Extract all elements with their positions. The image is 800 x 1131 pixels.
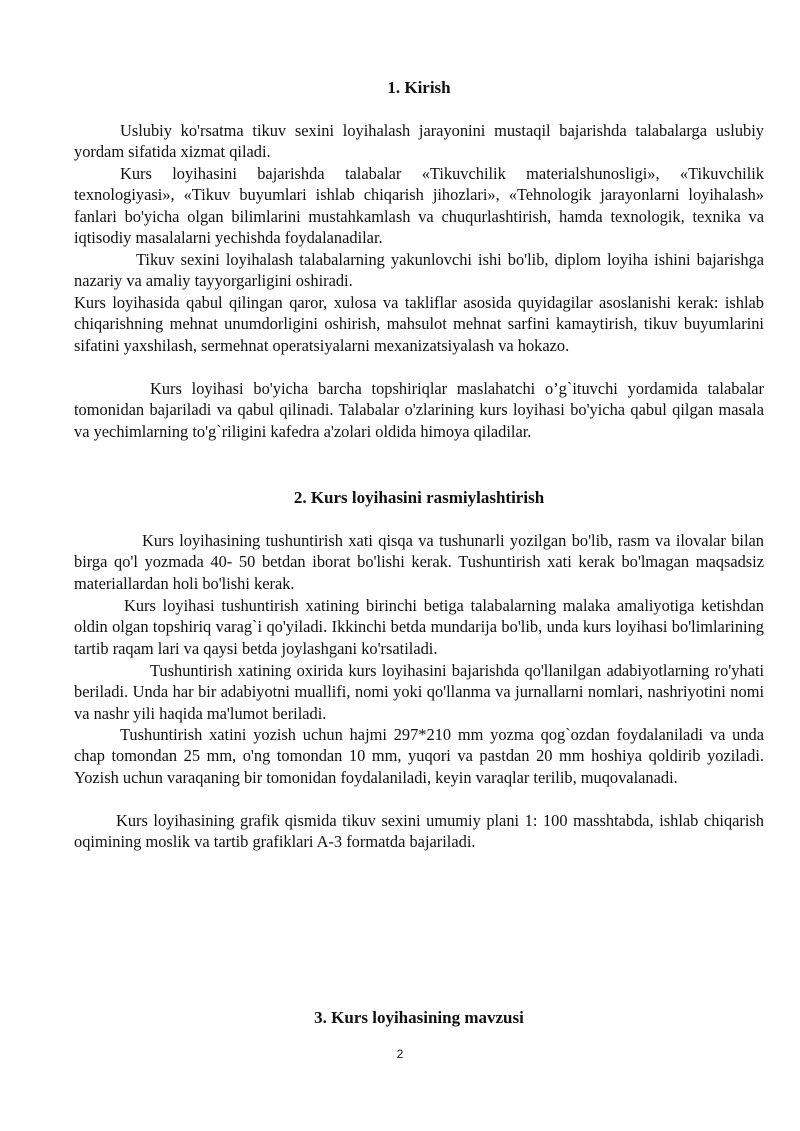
section-2-paragraph-2: Kurs loyihasi tushuntirish xatining birinchi betiga talabalarning malaka amaliyotiga ketishdan oldin olgan topshiriq varag`i qo'yiladi. Ikkinchi betda mundarija bo'lib, unda kurs loyihasi bo'limlarining tartib raqam lari va qaysi betda joylashgani ko'rsatiladi. <box>74 596 764 658</box>
section-1-paragraph-1: Uslubiy ko'rsatma tikuv sexini loyihalash jarayonini mustaqil bajarishda talabalarga uslubiy yordam sifatida xizmat qiladi. <box>74 121 764 162</box>
section-1-title: 1. Kirish <box>387 78 451 97</box>
section-2-paragraph-5: Kurs loyihasining grafik qismida tikuv sexini umumiy plani 1: 100 masshtabda, ishlab chiqarish oqimining moslik va tartib grafiklari A-3 formatda bajariladi. <box>74 811 764 852</box>
section-1-paragraph-4: Kurs loyihasida qabul qilingan qaror, xulosa va takliflar asosida quyidagilar asoslanishi kerak: ishlab chiqarishning mehnat unumdorligini oshirish, mahsulot mehnat sarfini kamaytirish, tikuv buyumlarini sifatini yaxshilash, sermehnat operatsiyalarni mexanizatsiyalash va hokazo. <box>74 293 764 355</box>
section-1-paragraph-5: Kurs loyihasi bo'yicha barcha topshiriqlar maslahatchi o’g`ituvchi yordamida talabalar tomonidan bajariladi va qabul qilinadi. Talabalar o'zlarining kurs loyihasi bo'yicha qabul qilgan masala va yechimlarning to'g`riligini kafedra a'zolari oldida himoya qiladilar. <box>74 379 764 441</box>
section-2-paragraph-1: Kurs loyihasining tushuntirish xati qisqa va tushunarli yozilgan bo'lib, rasm va ilovalar bilan birga qo'l yozmada 40- 50 betdan iborat bo'lishi kerak. Tushuntirish xati kerak bo'lmagan maqsadsiz materiallardan holi bo'lishi kerak. <box>74 531 764 593</box>
section-2-title: 2. Kurs loyihasini rasmiylashtirish <box>293 488 545 507</box>
section-1-paragraph-2: Kurs loyihasini bajarishda talabalar «Tikuvchilik materialshunosligi», «Tikuvchilik texnologiyasi», «Tikuv buyumlari ishlab chiqarish jihozlari», «Tehnologik jarayonlarni loyihalash» fanlari bo'yicha olgan bilimlarini mustahkamlash va chuqurlashtirish, hamda texnologik, texnika va iqtisodiy masalalarni yechishda foydalanadilar. <box>74 164 764 248</box>
section-2-paragraph-4: Tushuntirish xatini yozish uchun hajmi 297*210 mm yozma qog`ozdan foydalaniladi va unda chap tomondan 25 mm, o'ng tomondan 10 mm, yuqori va pastdan 20 mm hoshiya qoldirib yoziladi. Yozish uchun varaqaning bir tomonidan foydalaniladi, keyin varaqlar terilib, muqovalanadi. <box>74 725 764 787</box>
section-3-title: 3. Kurs loyihasining mavzusi <box>314 1008 524 1027</box>
section-1-paragraph-3: Tikuv sexini loyihalash talabalarning yakunlovchi ishi bo'lib, diplom loyiha ishini bajarishga nazariy va amaliy tayyorgarligini oshiradi. <box>74 250 764 291</box>
page-number: 2 <box>396 1047 404 1061</box>
section-2-paragraph-3: Tushuntirish xatining oxirida kurs loyihasini bajarishda qo'llanilgan adabiyotlarning ro'yhati beriladi. Unda har bir adabiyotni muallifi, nomi yoki qo'llanma va jurnallarni nomlari, nashriyotini nomi va nashr yili haqida ma'lumot beriladi. <box>74 661 764 723</box>
